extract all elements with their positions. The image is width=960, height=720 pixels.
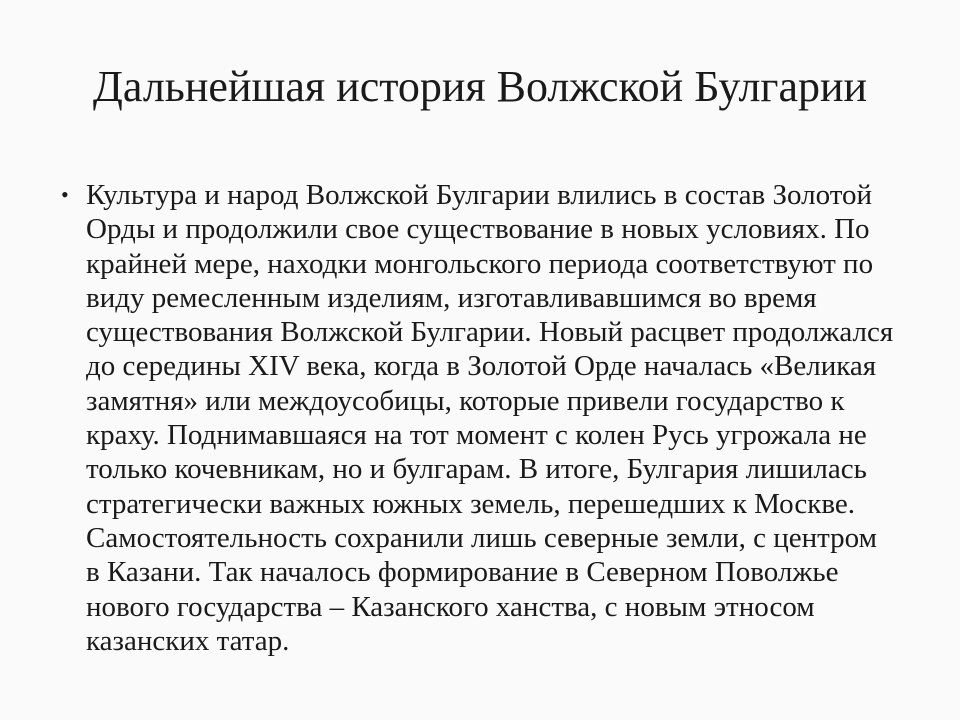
bullet-dot-icon: • [61,182,69,207]
bullet-item [61,178,896,658]
bullet-list [61,178,896,658]
slide-title: Дальнейшая история Волжской Булгарии [92,62,868,111]
bullet-text: Культура и народ Волжской Булгарии влились в состав Золотой Орды и продолжили свое существование в новых условиях. По крайней мере, находки монгольского периода соответствуют по виду ремесленным изделиям, изготавливавшимся во время существования Волжской Булгарии. Новый расцвет продолжался до середины XIV века, когда в Золотой Орде началась «Великая замятня» или междоусобицы, которые привели государство к краху. Поднимавшаяся на тот момент с колен Русь угрожала не только кочевникам, но и булгарам. В итоге, Булгария лишилась стратегически важных южных земель, перешедших к Москве. Самостоятельность сохранили лишь северные земли, с центром в Казани. Так началось формирование в Северном Поволжье нового государства – Казанского ханства, с новым этносом казанских татар. [86,179,894,657]
